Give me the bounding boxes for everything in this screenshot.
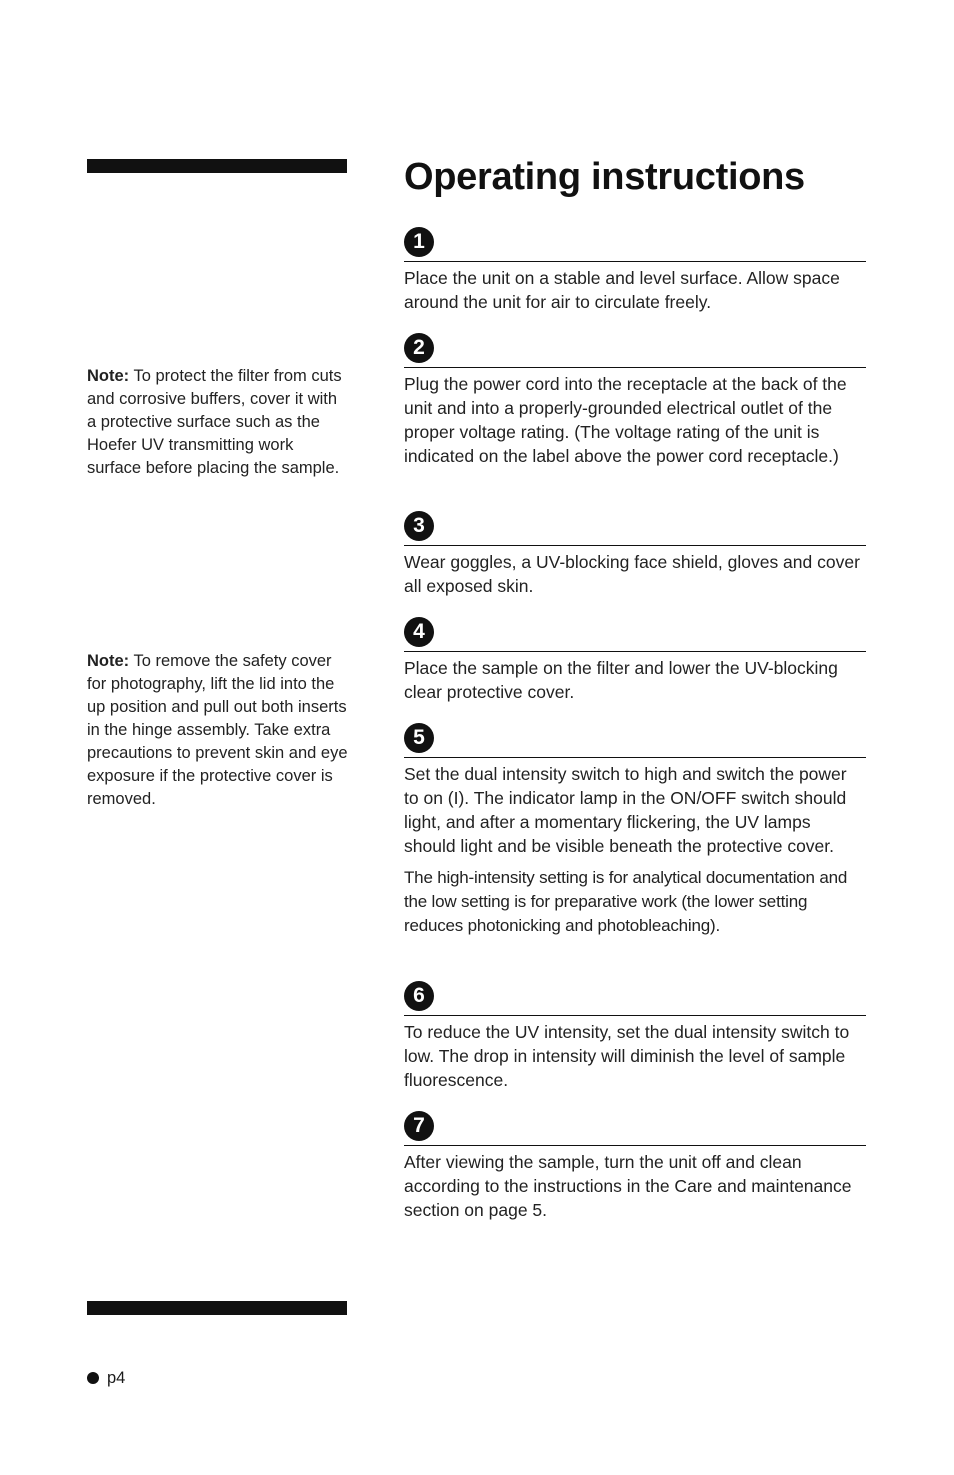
step-text: Plug the power cord into the receptacle at the back of the unit and into a properly-grounded electrical outlet of the proper voltage rating. (The voltage rating of the unit is indicated on the label above the power cord receptacle.): [404, 374, 847, 466]
step-header: [404, 227, 866, 262]
step-2: [404, 333, 866, 468]
step-header: [404, 981, 866, 1016]
step-text-secondary: The high-intensity setting is for analytical documentation and the low setting is for preparative work (the lower setting reduces photonicking and photobleaching).: [404, 868, 848, 935]
page-number: p4: [107, 1369, 126, 1387]
step-number-badge: 6: [404, 981, 434, 1011]
step-number-badge: 1: [404, 227, 434, 257]
step-1: [404, 227, 866, 314]
note-label: Note:: [87, 652, 130, 670]
step-7: [404, 1111, 866, 1222]
top-divider-bar: [87, 159, 347, 173]
bottom-divider-bar: [87, 1301, 347, 1315]
step-6: [404, 981, 866, 1092]
step-number-badge: 7: [404, 1111, 434, 1141]
page-footer: [87, 1367, 125, 1389]
note-text: To remove the safety cover for photography, lift the lid into the up position and pull out both inserts in the hinge assembly. Take extra precautions to prevent skin and eye exposure if the protective cover is removed.: [87, 652, 348, 808]
step-text: Place the unit on a stable and level surface. Allow space around the unit for air to circulate freely.: [404, 268, 840, 312]
note-text: To protect the filter from cuts and corrosive buffers, cover it with a protective surface such as the Hoefer UV transmitting work surface before placing the sample.: [87, 367, 342, 477]
step-text: To reduce the UV intensity, set the dual intensity switch to low. The drop in intensity will diminish the level of sample fluorescence.: [404, 1022, 850, 1090]
step-header: [404, 617, 866, 652]
step-3: [404, 511, 866, 598]
step-text: Wear goggles, a UV-blocking face shield, gloves and cover all exposed skin.: [404, 552, 860, 596]
step-text: Place the sample on the filter and lower the UV-blocking clear protective cover.: [404, 658, 838, 702]
step-text: After viewing the sample, turn the unit off and clean according to the instructions in the Care and maintenance section on page 5.: [404, 1152, 852, 1220]
step-number-badge: 4: [404, 617, 434, 647]
step-header: [404, 1111, 866, 1146]
step-header: [404, 723, 866, 758]
page-title: Operating instructions: [404, 156, 805, 198]
step-5: [404, 723, 866, 938]
step-number-badge: 3: [404, 511, 434, 541]
step-4: [404, 617, 866, 704]
step-number-badge: 2: [404, 333, 434, 363]
step-text: Set the dual intensity switch to high and switch the power to on (I). The indicator lamp in the ON/OFF switch should light, and after a momentary flickering, the UV lamps should light and be visible beneath the protective cover.: [404, 764, 847, 856]
sidebar-note-safety-cover: [87, 650, 349, 811]
step-header: [404, 511, 866, 546]
sidebar-note-filter: [87, 365, 349, 480]
step-number-badge: 5: [404, 723, 434, 753]
note-label: Note:: [87, 367, 130, 385]
bullet-icon: [87, 1372, 99, 1384]
step-header: [404, 333, 866, 368]
